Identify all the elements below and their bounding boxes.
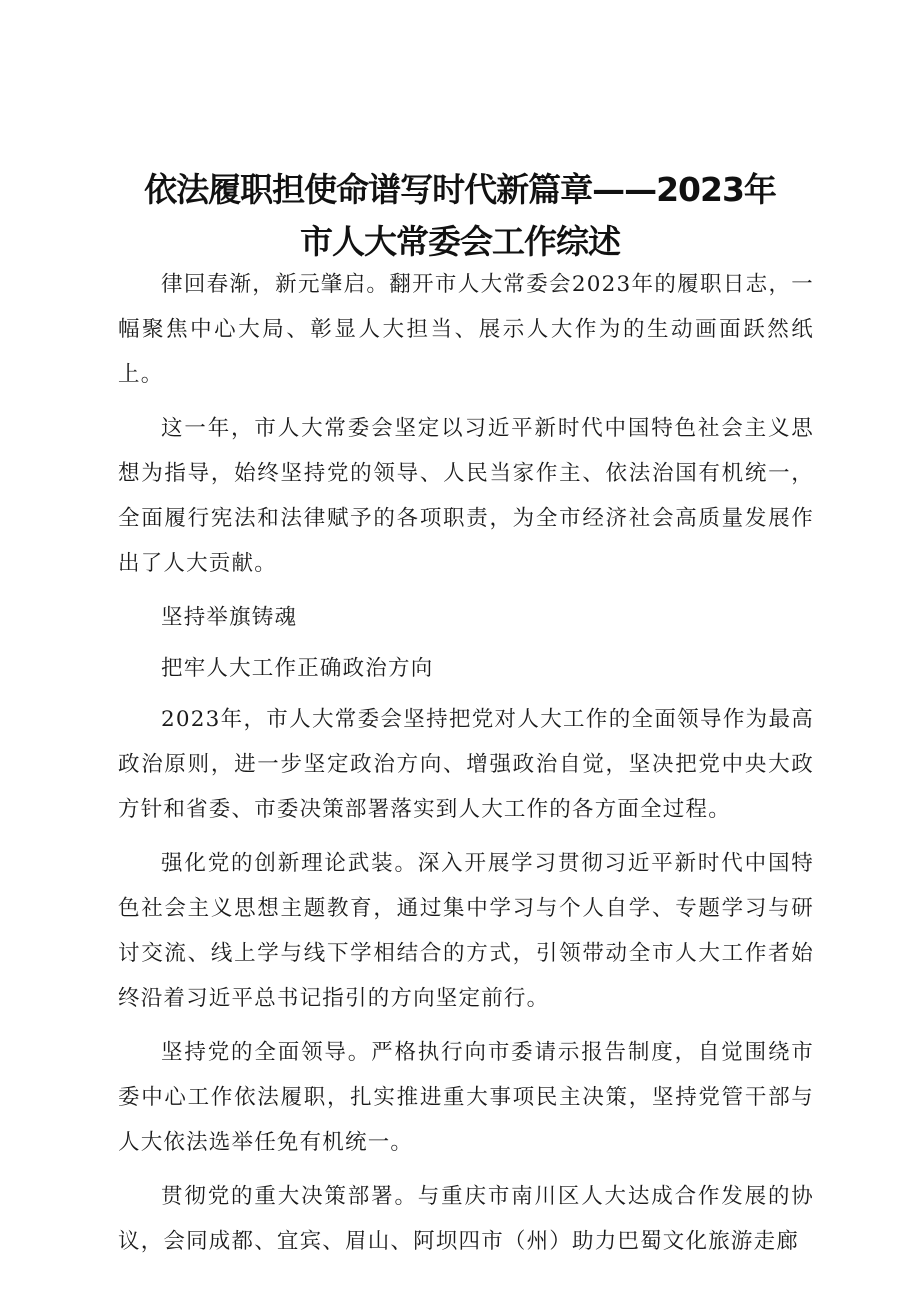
paragraph-section-intro: 2023年，市人大常委会坚持把党对人大工作的全面领导作为最高政治原则，进一步坚定政治方向、增强政治自觉，坚决把党中央大政方针和省委、市委决策部署落实到人大工作的各方面全过程。 (118, 707, 814, 822)
document-title-line-2: 市人大常委会工作综述 (300, 222, 620, 261)
paragraph-decisions: 贯彻党的重大决策部署。与重庆市南川区人大达成合作发展的协议，会同成都、宜宾、眉山、阿坝四市（州）助力巴蜀文化旅游走廊 (118, 1184, 814, 1254)
section-heading: 坚持举旗铸魂 (161, 605, 298, 630)
paragraph-theory: 强化党的创新理论武装。深入开展学习贯彻习近平新时代中国特色社会主义思想主题教育，通过集中学习与个人自学、专题学习与研讨交流、线上学与线下学相结合的方式，引领带动全市人大工作者始终沿着习近平总书记指引的方向坚定前行。 (118, 851, 814, 1011)
section-subheading: 把牢人大工作正确政治方向 (161, 656, 434, 681)
document-body (118, 262, 814, 1273)
paragraph-intro: 律回春渐，新元肇启。翻开市人大常委会2023年的履职日志，一幅聚焦中心大局、彰显人大担当、展示人大作为的生动画面跃然纸上。 (118, 272, 814, 387)
paragraph-leadership: 坚持党的全面领导。严格执行向市委请示报告制度，自觉围绕市委中心工作依法履职，扎实推进重大事项民主决策，坚持党管干部与人大依法选举任免有机统一。 (118, 1040, 814, 1155)
paragraph-overview: 这一年，市人大常委会坚定以习近平新时代中国特色社会主义思想为指导，始终坚持党的领导、人民当家作主、依法治国有机统一，全面履行宪法和法律赋予的各项职责，为全市经济社会高质量发展作出了人大贡献。 (118, 416, 814, 576)
document-title-line-1: 依法履职担使命谱写时代新篇章——2023年 (144, 170, 776, 209)
